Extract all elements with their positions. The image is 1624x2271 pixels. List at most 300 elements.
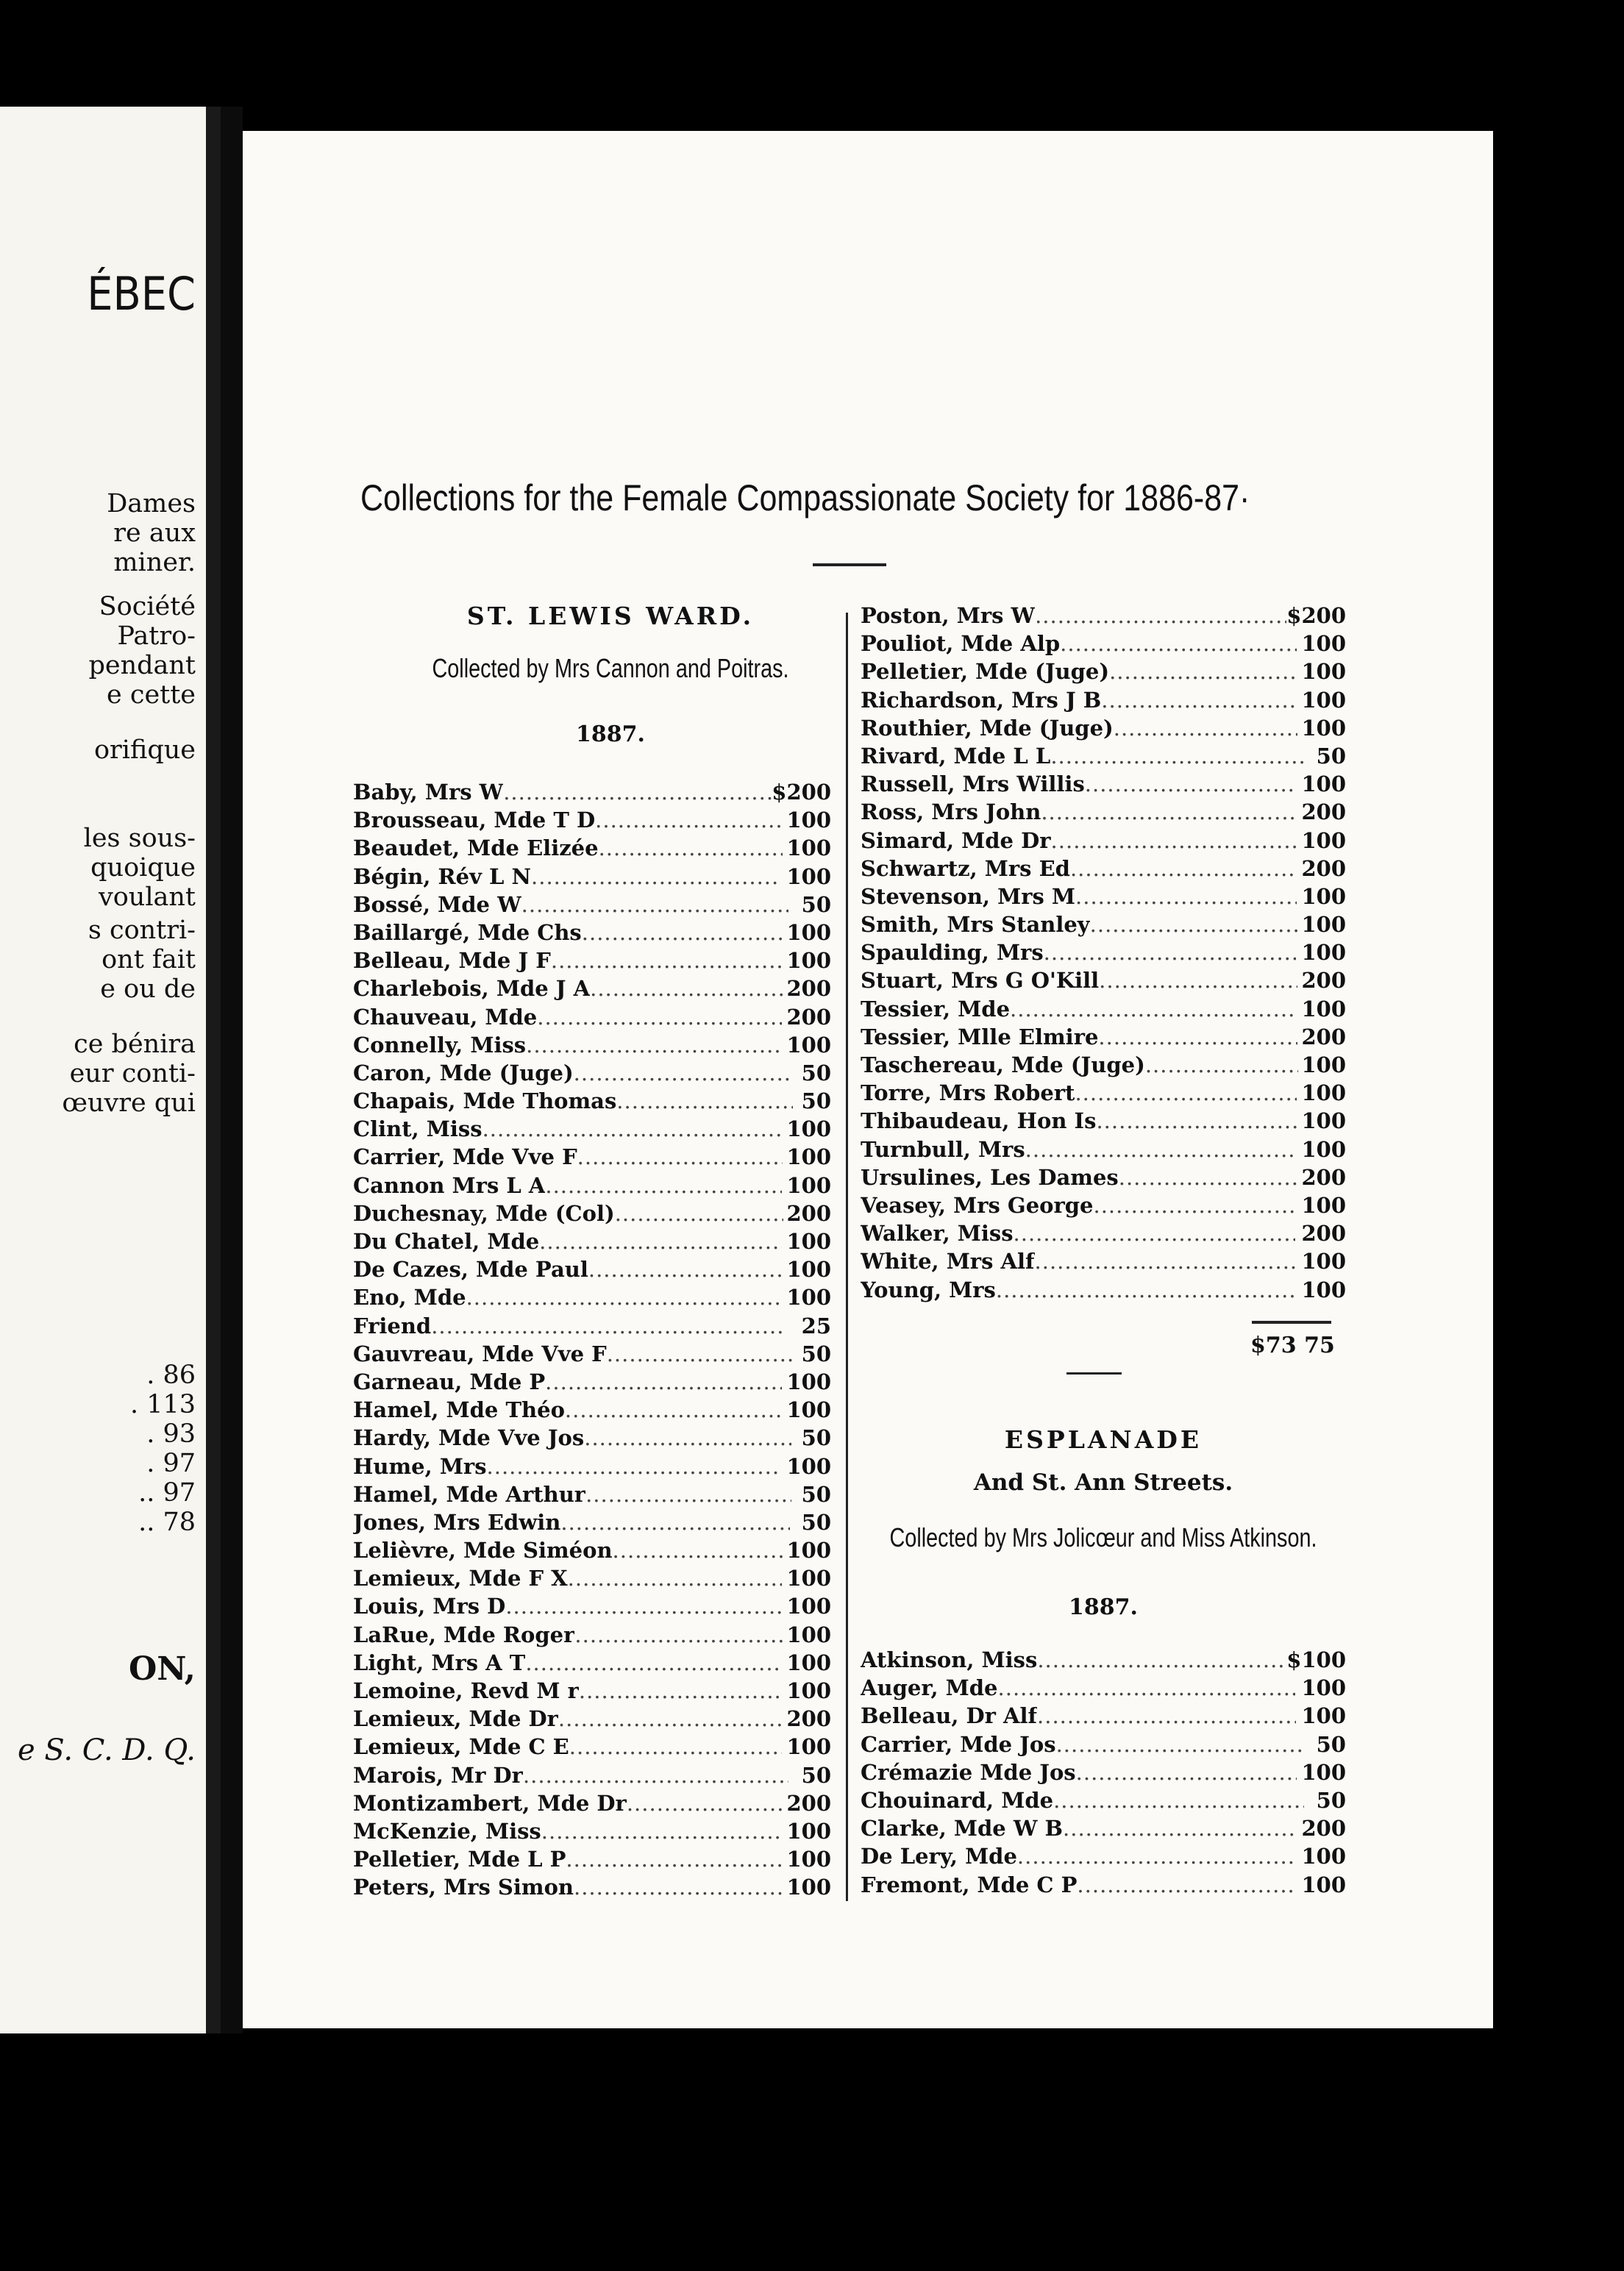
leader-dots (566, 1845, 782, 1873)
currency-sign (1295, 995, 1301, 1023)
leader-dots (1099, 966, 1297, 994)
currency-sign (1296, 798, 1301, 826)
donor-name: Baillargé, Mde Chs (353, 919, 582, 945)
amount-cents: 00 (1316, 1249, 1346, 1274)
donor-name: Rivard, Mde L L (861, 743, 1051, 769)
donor-row (353, 1733, 831, 1761)
leader-dots (1077, 1871, 1297, 1899)
leader-dots (1060, 630, 1297, 657)
donor-name: Lemieux, Mde F X (353, 1566, 568, 1591)
donor-row (353, 1340, 831, 1368)
leader-dots (1145, 1051, 1298, 1079)
left-page-text-fragment: ON, (128, 1650, 196, 1688)
donor-row (353, 1059, 831, 1087)
currency-sign: $ (1286, 603, 1302, 628)
amount-cents: 00 (1316, 631, 1346, 657)
leader-dots (627, 1789, 783, 1817)
amount-cents: 00 (1316, 1052, 1346, 1077)
amount-dollars: 2 (1301, 1164, 1317, 1190)
donor-row (353, 1452, 831, 1480)
currency-sign (782, 1227, 787, 1255)
donor-name: Peters, Mrs Simon (353, 1875, 574, 1900)
currency-sign (782, 1172, 787, 1199)
donor-name: Friend (353, 1313, 432, 1338)
currency-sign (1297, 1814, 1302, 1842)
donor-row (861, 770, 1346, 798)
donor-name: Du Chatel, Mde (353, 1229, 540, 1254)
donor-name: Veasey, Mrs George (861, 1192, 1094, 1218)
amount-cents: 00 (801, 1144, 831, 1170)
donor-row (353, 1621, 831, 1649)
currency-sign (788, 891, 794, 919)
leader-dots (1014, 1219, 1296, 1247)
left-page-text-fragment: e S. C. D. Q. (18, 1733, 196, 1767)
amount-dollars: 1 (1301, 1647, 1317, 1672)
amount-cents: 00 (1316, 855, 1346, 881)
amount-dollars: 1 (786, 1172, 802, 1198)
donor-row (353, 834, 831, 862)
amount-cents: 00 (801, 948, 831, 974)
donor-row (861, 686, 1346, 714)
currency-sign (1304, 1786, 1309, 1814)
donor-name: Bégin, Rév L N (353, 863, 532, 889)
amount-dollars: 1 (786, 1594, 802, 1619)
amount-dollars: 2 (786, 780, 802, 805)
amount-cents: 00 (1316, 603, 1346, 628)
amount-cents: 00 (1316, 1080, 1346, 1106)
amount-cents: 50 (801, 1341, 832, 1366)
donor-name: Thibaudeau, Hon Is (861, 1108, 1097, 1134)
donor-row (353, 919, 831, 946)
leader-dots (607, 1340, 792, 1368)
amount-cents: 00 (801, 807, 831, 833)
donor-name: Baby, Mrs W (353, 780, 504, 805)
leader-dots (1035, 602, 1286, 630)
amount-cents: 50 (801, 1481, 831, 1507)
donor-row (861, 1730, 1346, 1758)
donor-row (861, 1023, 1346, 1051)
currency-sign (1295, 1276, 1302, 1304)
amount-cents: 00 (1316, 883, 1346, 909)
donor-row (353, 1031, 831, 1059)
amount-cents: 00 (801, 1566, 831, 1591)
amount-dollars: 1 (786, 1397, 802, 1423)
left-page-fragment (0, 107, 221, 2033)
amount-cents: 00 (1316, 1872, 1346, 1897)
donor-row (353, 1115, 831, 1143)
left-page-text-fragment: ont fait (102, 945, 196, 974)
leader-dots (1101, 686, 1297, 714)
amount-cents: 00 (801, 1397, 831, 1423)
amount-cents: 00 (1316, 687, 1346, 713)
amount-cents: 00 (801, 1847, 831, 1872)
amount-cents: 00 (801, 1369, 831, 1394)
donor-row (861, 1276, 1346, 1304)
donor-row (353, 1199, 831, 1227)
amount-dollars: 1 (786, 1650, 802, 1675)
currency-sign (781, 1592, 787, 1620)
donor-row (353, 891, 831, 919)
leader-dots (1063, 1814, 1297, 1842)
currency-sign (782, 1817, 787, 1845)
leader-dots (1085, 770, 1297, 798)
amount-dollars (1309, 1730, 1317, 1758)
amount-dollars: 1 (1301, 1872, 1317, 1897)
leader-dots (545, 1172, 781, 1199)
amount-cents: 00 (801, 1622, 831, 1647)
donor-name: LaRue, Mde Roger (353, 1622, 575, 1647)
donor-name: Taschereau, Mde (Juge) (861, 1052, 1145, 1077)
amount-cents: 00 (801, 1790, 831, 1816)
donor-name: Richardson, Mrs J B (861, 687, 1102, 713)
amount-dollars: 1 (1301, 1844, 1317, 1869)
donor-name: Belleau, Mde J F (353, 948, 551, 974)
amount-dollars: 2 (786, 1200, 802, 1226)
donor-name: White, Mrs Alf (861, 1249, 1035, 1274)
amount-dollars (796, 1480, 802, 1508)
donor-name: Charlebois, Mde J A (353, 976, 591, 1002)
amount-dollars: 1 (786, 835, 802, 861)
amount-dollars (1309, 742, 1317, 770)
amount-cents: 50 (801, 891, 831, 917)
amount-cents: 00 (1316, 771, 1346, 797)
donor-row (861, 1136, 1346, 1163)
currency-sign (782, 1368, 787, 1396)
left-page-text-fragment: .. 78 (138, 1508, 196, 1537)
leader-dots (616, 1087, 793, 1115)
amount-cents: 50 (801, 1509, 831, 1535)
left-page-text-fragment: quoique (90, 853, 196, 883)
amount-dollars: 1 (1301, 1759, 1317, 1785)
st-lewis-ward-title: ST. LEWIS WARD. (466, 602, 755, 630)
amount-cents: 50 (1316, 743, 1346, 769)
amount-cents: 00 (801, 1200, 831, 1226)
amount-dollars: 1 (1301, 687, 1317, 713)
donor-name: Hume, Mrs (353, 1453, 487, 1479)
donor-name: Turnbull, Mrs (861, 1136, 1025, 1162)
amount-cents: 00 (1316, 827, 1346, 853)
leader-dots (613, 1536, 783, 1564)
donor-name: Ursulines, Les Dames (861, 1164, 1119, 1190)
donor-row (861, 1786, 1346, 1814)
leader-dots (1109, 657, 1297, 685)
donor-row (861, 630, 1346, 657)
esplanade-entries (861, 1646, 1346, 1899)
donor-row (353, 1227, 831, 1255)
amount-cents: 00 (1316, 912, 1346, 938)
amount-dollars: 1 (1301, 1249, 1317, 1274)
donor-name: Tessier, Mlle Elmire (861, 1024, 1099, 1049)
amount-dollars: 2 (786, 1004, 802, 1030)
donor-name: Lemieux, Mde C E (353, 1734, 569, 1760)
leader-dots (615, 1199, 783, 1227)
donor-row (861, 995, 1346, 1023)
donor-name: Young, Mrs (861, 1277, 996, 1302)
donor-name: Auger, Mde (861, 1675, 998, 1701)
amount-cents: 00 (801, 1032, 831, 1058)
leader-dots (1010, 995, 1295, 1023)
donor-name: Brousseau, Mde T D (353, 807, 596, 833)
donor-row (353, 1761, 831, 1789)
leader-dots (565, 1396, 782, 1424)
st-lewis-year: 1887. (576, 721, 645, 747)
amount-cents: 00 (801, 1875, 831, 1900)
donor-name: Hardy, Mde Vve Jos (353, 1425, 585, 1451)
amount-cents: 00 (1316, 1675, 1346, 1701)
amount-cents: 00 (1316, 1816, 1346, 1842)
donor-name: Chapais, Mde Thomas (353, 1088, 617, 1114)
donor-row (353, 1649, 831, 1677)
leader-dots (585, 1480, 791, 1508)
amount-cents: 50 (1316, 1731, 1346, 1757)
currency-sign (1295, 1219, 1301, 1247)
leader-dots (466, 1283, 780, 1311)
donor-name: Tessier, Mde (861, 996, 1011, 1022)
donor-name: Lelièvre, Mde Siméon (353, 1538, 613, 1564)
donor-name: Belleau, Dr Alf (861, 1703, 1038, 1729)
donor-name: Gauvreau, Mde Vve F (353, 1341, 607, 1366)
amount-dollars: 1 (786, 1622, 802, 1647)
donor-row (353, 1536, 831, 1564)
currency-sign (1304, 742, 1309, 770)
amount-cents: 00 (1316, 799, 1346, 825)
leader-dots (599, 834, 783, 862)
amount-cents: 50 (801, 1088, 831, 1114)
left-page-text-fragment: e cette (107, 680, 196, 710)
donor-row (353, 1312, 831, 1340)
leader-dots (1075, 1079, 1297, 1107)
leader-dots (1114, 714, 1297, 742)
amount-dollars: 1 (786, 1285, 802, 1311)
currency-sign: $ (772, 780, 787, 805)
donor-row (353, 1873, 831, 1901)
donor-row (861, 1646, 1346, 1674)
leader-dots (588, 1255, 783, 1283)
amount-dollars: 1 (1301, 1052, 1317, 1077)
donor-name: Caron, Mde (Juge) (353, 1060, 574, 1085)
left-page-text-fragment: ce bénira (74, 1030, 196, 1059)
amount-dollars: 1 (786, 1369, 802, 1394)
donor-row (861, 938, 1346, 966)
amount-dollars: 1 (786, 1032, 802, 1058)
amount-cents: 00 (801, 863, 831, 889)
donor-row (353, 1424, 831, 1452)
currency-sign (1295, 1674, 1301, 1702)
donor-name: Stuart, Mrs G O'Kill (861, 968, 1100, 994)
amount-dollars: 1 (786, 1453, 802, 1479)
esplanade-subtitle: And St. Ann Streets. (973, 1469, 1233, 1496)
amount-dollars (1309, 1786, 1317, 1814)
donor-row (861, 742, 1346, 770)
leader-dots (1056, 1730, 1304, 1758)
donor-name: Russell, Mrs Willis (861, 771, 1085, 797)
donor-row (353, 1845, 831, 1873)
leader-dots (590, 974, 783, 1002)
amount-dollars: 1 (1301, 659, 1317, 685)
donor-row (353, 1592, 831, 1620)
currency-sign (780, 1452, 786, 1480)
amount-cents: 00 (801, 1650, 831, 1675)
donor-row (861, 1191, 1346, 1219)
donor-name: Cannon Mrs L A (353, 1172, 546, 1198)
donor-name: Carrier, Mde Vve F (353, 1144, 577, 1170)
st-lewis-collected-by: Collected by Mrs Cannon and Poitras. (432, 653, 789, 683)
donor-name: Eno, Mde (353, 1285, 466, 1311)
donor-name: Pouliot, Mde Alp (861, 631, 1061, 657)
amount-dollars (796, 1424, 802, 1452)
amount-cents: 00 (801, 1285, 831, 1311)
amount-dollars: 2 (786, 1790, 802, 1816)
leader-dots (569, 1733, 783, 1761)
amount-cents: 50 (801, 1762, 831, 1788)
currency-sign: $ (1286, 1647, 1302, 1672)
leader-dots (545, 1368, 782, 1396)
donor-row (861, 1219, 1346, 1247)
left-page-text-fragment: Patro- (117, 621, 196, 651)
donor-name: Atkinson, Miss (861, 1647, 1038, 1672)
leader-dots (521, 891, 788, 919)
amount-dollars: 1 (1301, 883, 1317, 909)
currency-sign (782, 1003, 787, 1031)
donor-name: Spaulding, Mrs (861, 940, 1044, 966)
amount-dollars: 1 (1301, 996, 1317, 1022)
donor-name: Lemieux, Mde Dr (353, 1706, 558, 1732)
amount-dollars: 2 (1301, 1024, 1317, 1049)
leader-dots (574, 1621, 782, 1649)
donor-row (861, 1163, 1346, 1191)
leader-dots (577, 1143, 783, 1171)
donor-name: Garneau, Mde P (353, 1369, 546, 1394)
donor-row (353, 1705, 831, 1733)
leader-dots (505, 1592, 780, 1620)
amount-dollars: 1 (1301, 912, 1317, 938)
amount-dollars: 2 (1301, 603, 1317, 628)
leader-dots (539, 1227, 781, 1255)
donor-row (353, 806, 831, 834)
amount-cents: 00 (801, 1734, 831, 1760)
leader-dots (531, 863, 781, 891)
leader-dots (584, 1424, 791, 1452)
leader-dots (1094, 1191, 1297, 1219)
amount-dollars: 2 (1301, 855, 1317, 881)
leader-dots (1037, 1702, 1296, 1730)
donor-name: Lemoine, Revd M r (353, 1678, 579, 1703)
amount-cents: 00 (1316, 1136, 1346, 1162)
donor-row (353, 1396, 831, 1424)
leader-dots (526, 1031, 781, 1059)
donor-row (353, 1677, 831, 1705)
donor-name: Clarke, Mde W B (861, 1816, 1064, 1842)
donor-name: Walker, Miss (861, 1221, 1014, 1247)
donor-row (861, 602, 1346, 630)
amount-cents: 00 (801, 835, 831, 861)
amount-dollars: 1 (1301, 1277, 1317, 1302)
amount-dollars: 1 (786, 1257, 802, 1283)
amount-dollars: 1 (1301, 1136, 1317, 1162)
amount-cents: 00 (1316, 1647, 1346, 1672)
amount-dollars (795, 1508, 802, 1536)
amount-cents: 00 (801, 1706, 831, 1732)
donor-row (861, 1107, 1346, 1135)
amount-cents: 00 (801, 919, 831, 945)
currency-sign (781, 863, 786, 891)
leader-dots (560, 1508, 790, 1536)
amount-dollars: 1 (786, 1538, 802, 1564)
currency-sign (1296, 827, 1301, 855)
leader-dots (1025, 1136, 1296, 1163)
donor-name: Clint, Miss (353, 1116, 482, 1142)
page-title: Collections for the Female Compassionate Society for 1886-87· (360, 477, 1250, 518)
amount-cents: 00 (1316, 1277, 1346, 1302)
left-page-text-fragment: . 113 (129, 1390, 196, 1419)
leader-dots (579, 1677, 783, 1705)
amount-dollars: 1 (786, 1734, 802, 1760)
leader-dots (1075, 883, 1297, 910)
donor-name: Bossé, Mde W (353, 891, 521, 917)
amount-dollars: 1 (786, 863, 802, 889)
amount-dollars: 2 (786, 1706, 802, 1732)
amount-dollars: 1 (1301, 1192, 1317, 1218)
currency-sign (780, 1283, 787, 1311)
left-page-text-fragment: s contri- (88, 916, 196, 945)
donor-row (353, 1255, 831, 1283)
left-page-text-fragment: Société (99, 592, 196, 621)
currency-sign (1296, 1136, 1302, 1163)
donor-row (861, 1247, 1346, 1275)
donor-row (353, 1368, 831, 1396)
donor-name: Chauveau, Mde (353, 1004, 538, 1030)
donor-name: Hamel, Mde Arthur (353, 1481, 586, 1507)
currency-sign (781, 1031, 786, 1059)
leader-dots (1096, 1107, 1297, 1135)
amount-dollars: 1 (786, 1144, 802, 1170)
amount-cents: 00 (801, 1004, 831, 1030)
donor-row (861, 1702, 1346, 1730)
currency-sign (788, 1761, 794, 1789)
donor-name: Routhier, Mde (Juge) (861, 715, 1114, 741)
currency-sign (784, 1312, 791, 1340)
currency-sign (1297, 630, 1302, 657)
left-page-text-fragment: ÉBEC (87, 267, 196, 321)
st-lewis-total: $73 75 (1250, 1333, 1335, 1358)
left-page-text-fragment: . 97 (146, 1449, 196, 1478)
donor-row (861, 1051, 1346, 1079)
donor-name: Simard, Mde Dr (861, 827, 1051, 853)
amount-cents: 00 (801, 1818, 831, 1844)
donor-name: Fremont, Mde C P (861, 1872, 1078, 1897)
amount-cents: 00 (801, 1678, 831, 1703)
leader-dots (1050, 742, 1303, 770)
donor-row (861, 966, 1346, 994)
amount-cents: 00 (1316, 1221, 1346, 1247)
amount-cents: 00 (801, 1172, 831, 1198)
currency-sign (780, 1115, 786, 1143)
donor-row (861, 798, 1346, 826)
amount-dollars: 2 (786, 976, 802, 1002)
donor-name: Smith, Mrs Stanley (861, 912, 1090, 938)
donor-row (861, 1814, 1346, 1842)
donor-name: Stevenson, Mrs M (861, 883, 1076, 909)
amount-dollars: 1 (786, 948, 802, 974)
leader-dots (1017, 1842, 1296, 1870)
leader-dots (1098, 1023, 1297, 1051)
left-page-text-fragment: re aux (113, 518, 196, 548)
leader-dots (487, 1452, 781, 1480)
donor-name: Pelletier, Mde L P (353, 1847, 566, 1872)
leader-dots (525, 1649, 781, 1677)
left-page-text-fragment: orifique (93, 735, 196, 765)
amount-dollars: 1 (786, 1116, 802, 1142)
